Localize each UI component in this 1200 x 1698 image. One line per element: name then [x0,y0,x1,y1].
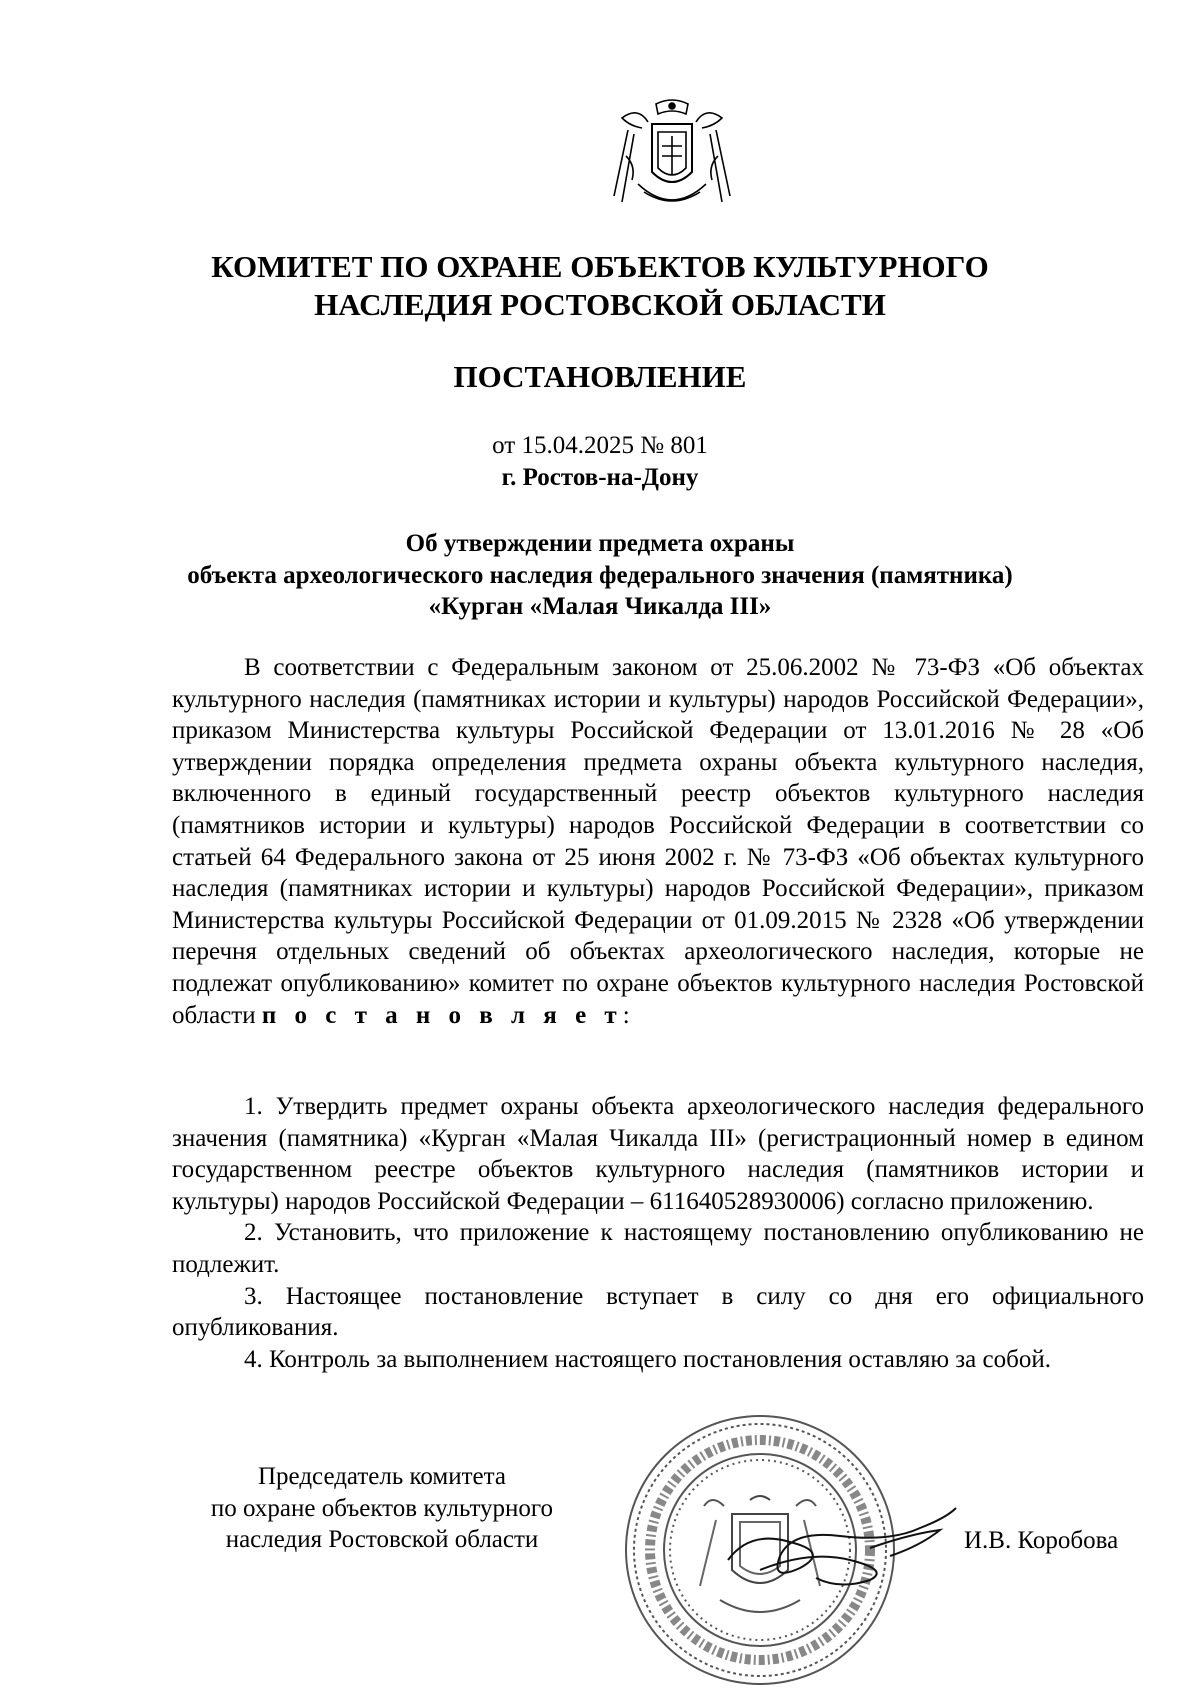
preamble-colon: : [622,1001,630,1029]
organization-name-line2: НАСЛЕДИЯ РОСТОВСКОЙ ОБЛАСТИ [314,287,886,322]
preamble-text: В соответствии с Федеральным законом от 25.06.2002 № 73-ФЗ «Об объектах культурного наследия (памятниках истории и культуры) народов Российской Федерации», приказом Министерства культуры Российской Федерации от 13.01.2016 № 28 «Об утверждении порядка определения предмета охраны объекта культурного наследия, включенного в единый государственный реестр объектов культурного наследия (памятников истории и культуры) народов Российской Федерации в соответствии со статьей 64 Федерального закона от 25 июня 2002 г. № 73-ФЗ «Об объектах культурного наследия (памятниках истории и культуры) народов Российской Федерации», приказом Министерства культуры Российской Федерации от 01.09.2015 № 2328 «Об утверждении перечня отдельных сведений об объектах археологического наследия, которые не подлежат опубликованию» комитет по охране объектов культурного наследия Ростовской области [172,654,1144,1029]
preamble-paragraph [172,652,1144,1031]
subject-line1: Об утверждении предмета охраны [405,530,795,557]
organization-name [0,248,1200,324]
date-and-number: от 15.04.2025 № 801 [492,432,708,459]
coat-of-arms-icon [608,96,736,216]
signer-position [172,1461,592,1556]
document-subject [0,528,1200,623]
subject-line3: «Курган «Малая Чикалда III» [428,593,772,620]
decree-items [172,1091,1144,1375]
signer-position-line1: Председатель комитета [258,1463,506,1490]
decree-item: 4. Контроль за выполнением настоящего постановления оставляю за собой. [244,1345,1051,1373]
subject-line2: объекта археологического наследия федерального значения (памятника) [187,561,1013,589]
organization-name-line1: КОМИТЕТ ПО ОХРАНЕ ОБЪЕКТОВ КУЛЬТУРНОГО [211,249,989,284]
decree-item: 2. Установить, что приложение к настоящему постановлению опубликованию не подлежит. [172,1219,1144,1278]
decree-item: 3. Настоящее постановление вступает в силу со дня его официального опубликования. [172,1282,1144,1342]
document-type: ПОСТАНОВЛЕНИЕ [453,359,747,394]
signer-position-line3: наследия Ростовской области [225,1526,539,1554]
signer-name: И.В. Коробова [964,1527,1119,1554]
decree-item: 1. Утвердить предмет охраны объекта археологического наследия федерального значения (памятника) «Курган «Малая Чикалда III» (регистрационный номер в едином государственном реестре объектов культурного наследия (памятников истории и культуры) народов Российской Федерации – 611640528930006) согласно приложению. [172,1093,1144,1215]
signer-position-line2: по охране объектов культурного [210,1494,554,1522]
city: г. Ростов-на-Дону [501,464,699,491]
decree-word: п о с т а н о в л я е т [261,1001,623,1029]
handwritten-signature [720,1490,960,1600]
